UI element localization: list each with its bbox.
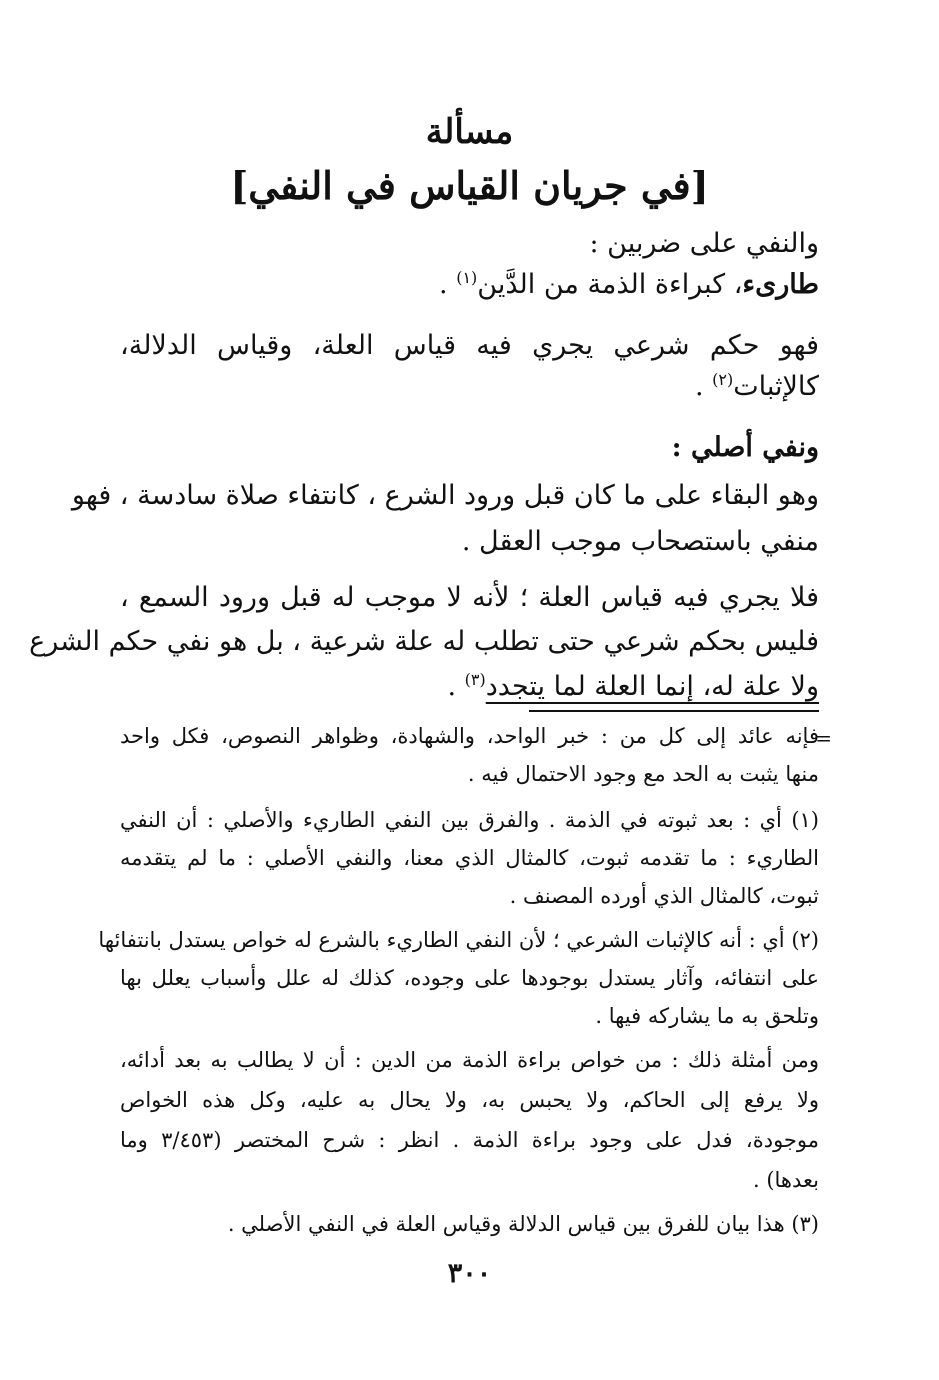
- body-line-4: [695, 370, 819, 402]
- body-text: .: [694, 371, 713, 402]
- footnote-2-line-4: ومن أمثلة ذلك : من خواص براءة الذمة من الدين : أن لا يطالب به بعد أدائه،: [120, 1048, 819, 1072]
- body-text: ، كبراءة الذمة من الدَّين: [477, 269, 743, 300]
- footnote-2-line-2: على انتفائه، وآثار يستدل بوجودها على وجوده، كذلك له علل وأسباب يعلل بها: [120, 966, 819, 990]
- body-text: ولا علة له، إنما العلة لما يتجدد: [485, 671, 819, 702]
- footnote-separator: [529, 710, 819, 712]
- term-tari: طارىء: [742, 269, 819, 300]
- footnote-ref-1: (١): [456, 268, 478, 287]
- footnote-1-line-2: الطاريء : ما تقدمه ثبوت، كالمثال الذي معنا، والنفي الأصلي : ما لم يتقدمه: [120, 846, 819, 870]
- body-line-8: فلا يجري فيه قياس العلة ؛ لأنه لا موجب له قبل ورود السمع ،: [120, 582, 819, 613]
- section-title: مسألة: [425, 112, 514, 152]
- footnote-carry-line-1: فإنه عائد إلى كل من : خبر الواحد، والشهادة، وظواهر النصوص، فكل واحد: [120, 724, 819, 748]
- body-text: كالإثبات: [733, 371, 819, 402]
- footnote-2-line-3: وتلحق به ما يشاركه فيها .: [595, 1004, 819, 1028]
- footnote-carry-line-2: منها يثبت به الحد مع وجود الاحتمال فيه .: [467, 762, 819, 786]
- body-line-1: والنفي على ضربين :: [589, 228, 819, 259]
- continuation-mark: =: [815, 726, 832, 750]
- body-line-10: [447, 670, 819, 702]
- body-line-5: ونفي أصلي :: [671, 432, 819, 463]
- footnote-2-line-7: بعدها) .: [752, 1168, 819, 1192]
- footnote-ref-3: (٣): [464, 670, 486, 689]
- body-text: .: [447, 671, 465, 702]
- body-line-9: فليس بحكم شرعي حتى تطلب له علة شرعية ، بل هو نفي حكم الشرع: [29, 626, 819, 657]
- footnote-2-line-6: موجودة، فدل على وجود براءة الذمة . انظر : شرح المختصر (٣/٤٥٣ وما: [120, 1128, 819, 1152]
- body-line-6: وهو البقاء على ما كان قبل ورود الشرع ، كانتفاء صلاة سادسة ، فهو: [71, 480, 819, 511]
- footnote-1-line-3: ثبوت، كالمثال الذي أورده المصنف .: [509, 884, 819, 908]
- footnote-3: (٣) هذا بيان للفرق بين قياس الدلالة وقياس العلة في النفي الأصلي .: [227, 1212, 819, 1236]
- body-line-3: فهو حكم شرعي يجري فيه قياس العلة، وقياس الدلالة،: [120, 330, 819, 361]
- footnote-1-line-1: (١) أي : بعد ثبوته في الذمة . والفرق بين النفي الطاريء والأصلي : أن النفي: [120, 808, 819, 832]
- body-line-2: [439, 268, 819, 300]
- footnote-2-line-5: ولا يرفع إلى الحاكم، ولا يحبس به، ولا يحال به عليه، وكل هذه الخواص: [120, 1088, 819, 1112]
- footnote-ref-2: (٢): [712, 370, 734, 389]
- section-subtitle: [في جريان القياس في النفي]: [230, 163, 709, 208]
- footnote-2-line-1: (٢) أي : أنه كالإثبات الشرعي ؛ لأن النفي الطاريء بالشرع له خواص يستدل بانتفائها: [98, 928, 819, 952]
- body-text: .: [439, 269, 457, 300]
- page-number: ٣٠٠: [447, 1258, 492, 1289]
- body-line-7: منفي باستصحاب موجب العقل .: [461, 526, 819, 557]
